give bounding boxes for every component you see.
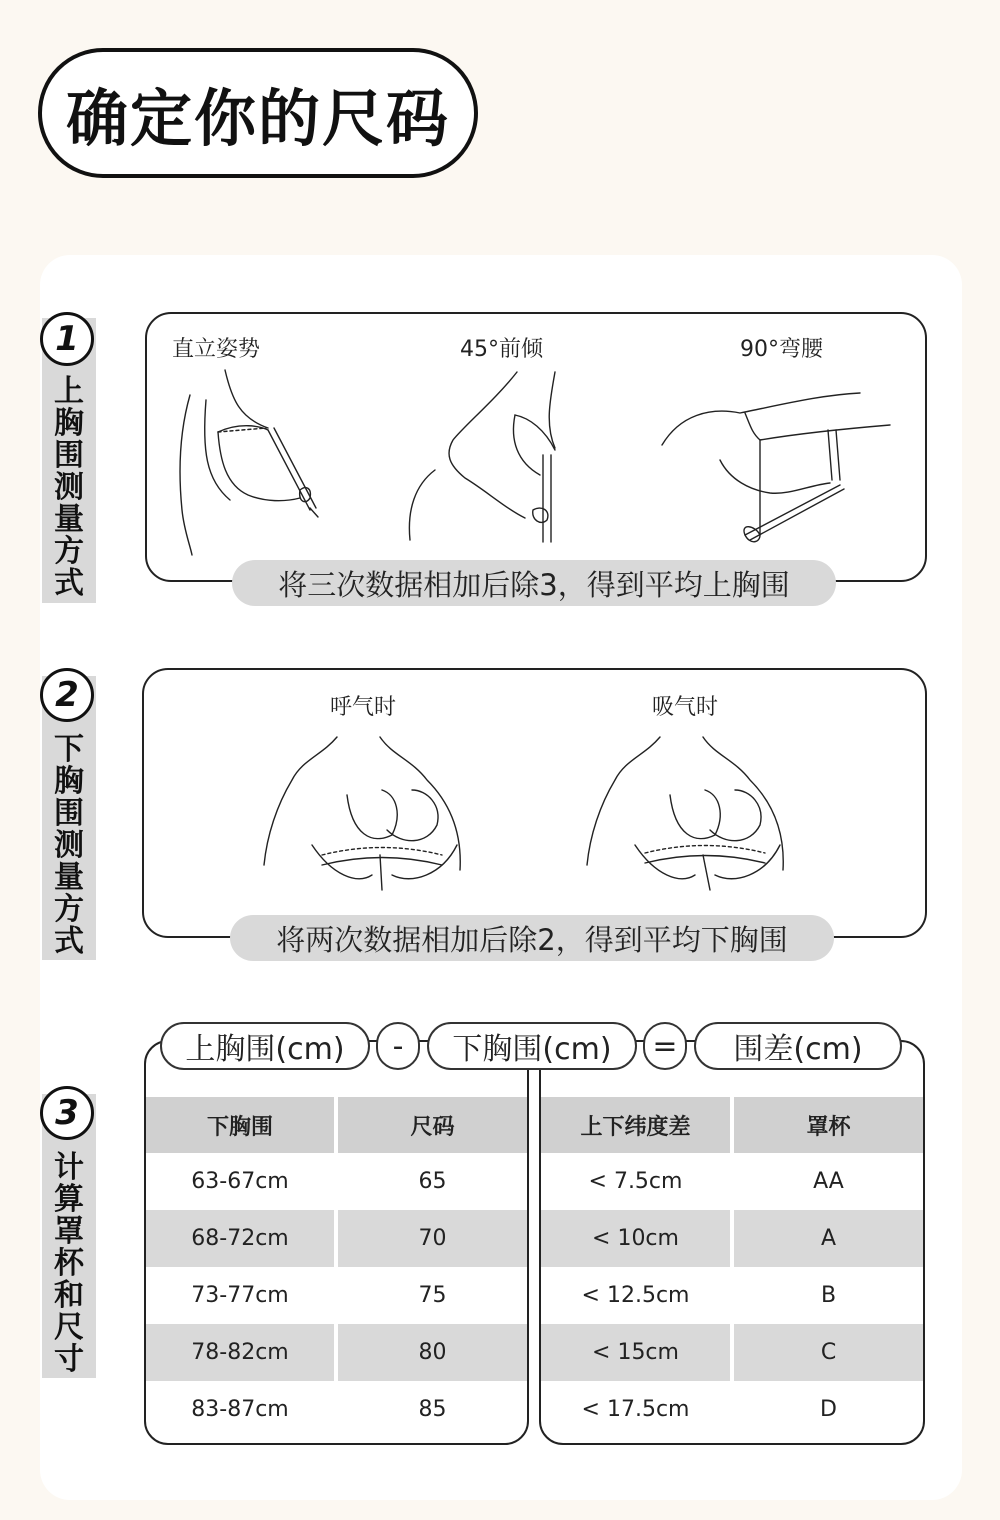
section-2-sidebar: [42, 676, 96, 960]
formula-minus: -: [376, 1022, 420, 1070]
cup-cell: D: [820, 1397, 837, 1422]
header-difference: 上下纬度差: [541, 1097, 734, 1153]
upper-bust-caption: 将三次数据相加后除3，得到平均上胸围: [232, 560, 836, 606]
pose-label-bend-90: 90°弯腰: [740, 337, 823, 362]
section-1-number: 1: [40, 312, 94, 366]
size-cell: 65: [418, 1169, 447, 1194]
size-cell: 70: [338, 1210, 527, 1267]
section-3-label: 计算罩杯和尺寸: [54, 1150, 84, 1377]
section-2-label: 下胸围测量方式: [54, 732, 84, 959]
cup-cell: AA: [813, 1169, 844, 1194]
cup-cell: B: [820, 1283, 837, 1308]
header-size: 尺码: [338, 1097, 527, 1153]
band-cell: 68-72cm: [146, 1210, 338, 1267]
table-row: [146, 1267, 527, 1324]
page-title-pill: [38, 48, 478, 178]
pose-label-upright: 直立姿势: [172, 337, 261, 362]
table-row: [146, 1153, 527, 1210]
table-row: [541, 1210, 923, 1267]
under-bust-frame: [142, 668, 927, 938]
band-size-table: [146, 1097, 527, 1438]
header-under-bust: 下胸围: [146, 1097, 338, 1153]
table-row: [541, 1324, 923, 1381]
table-row: [146, 1324, 527, 1381]
bend-90-pose-illustration: [660, 385, 900, 550]
formula-upper-bust: 上胸围(cm): [160, 1022, 370, 1070]
band-cell: 83-87cm: [146, 1381, 338, 1438]
band-cell: 73-77cm: [146, 1267, 338, 1324]
size-cell: 75: [418, 1283, 447, 1308]
pose-label-exhale: 呼气时: [330, 695, 397, 720]
difference-cell: < 12.5cm: [541, 1267, 734, 1324]
section-3-sidebar: [42, 1094, 96, 1378]
section-3-number: 3: [40, 1086, 94, 1140]
band-cell: 78-82cm: [146, 1324, 338, 1381]
section-2-number: 2: [40, 668, 94, 722]
inhale-torso-illustration: [585, 735, 790, 895]
table-header-row: [146, 1097, 527, 1153]
header-cup: 罩杯: [734, 1097, 923, 1153]
table-header-row: [541, 1097, 923, 1153]
exhale-torso-illustration: [262, 735, 467, 895]
difference-cell: < 15cm: [541, 1324, 734, 1381]
formula-equals: =: [643, 1022, 687, 1070]
cup-size-table: [541, 1097, 923, 1438]
table-row: [541, 1267, 923, 1324]
pose-label-lean-45: 45°前倾: [460, 337, 543, 362]
size-cell: 80: [338, 1324, 527, 1381]
cup-cell: C: [734, 1324, 923, 1381]
difference-cell: < 7.5cm: [541, 1153, 734, 1210]
table-row: [541, 1381, 923, 1438]
under-bust-caption: 将两次数据相加后除2，得到平均下胸围: [230, 915, 834, 961]
cup-cell: A: [734, 1210, 923, 1267]
pose-label-inhale: 吸气时: [652, 695, 719, 720]
difference-cell: < 10cm: [541, 1210, 734, 1267]
size-cell: 85: [418, 1397, 447, 1422]
difference-cell: < 17.5cm: [541, 1381, 734, 1438]
lean-45-pose-illustration: [405, 370, 575, 555]
table-row: [146, 1381, 527, 1438]
page-title: 确定你的尺码: [65, 81, 450, 155]
table-row: [541, 1153, 923, 1210]
band-cell: 63-67cm: [146, 1153, 338, 1210]
formula-difference: 围差(cm): [694, 1022, 902, 1070]
formula-under-bust: 下胸围(cm): [427, 1022, 637, 1070]
table-row: [146, 1210, 527, 1267]
section-1-sidebar: [42, 318, 96, 603]
section-1-label: 上胸围测量方式: [54, 374, 84, 601]
upright-pose-illustration: [170, 360, 330, 560]
